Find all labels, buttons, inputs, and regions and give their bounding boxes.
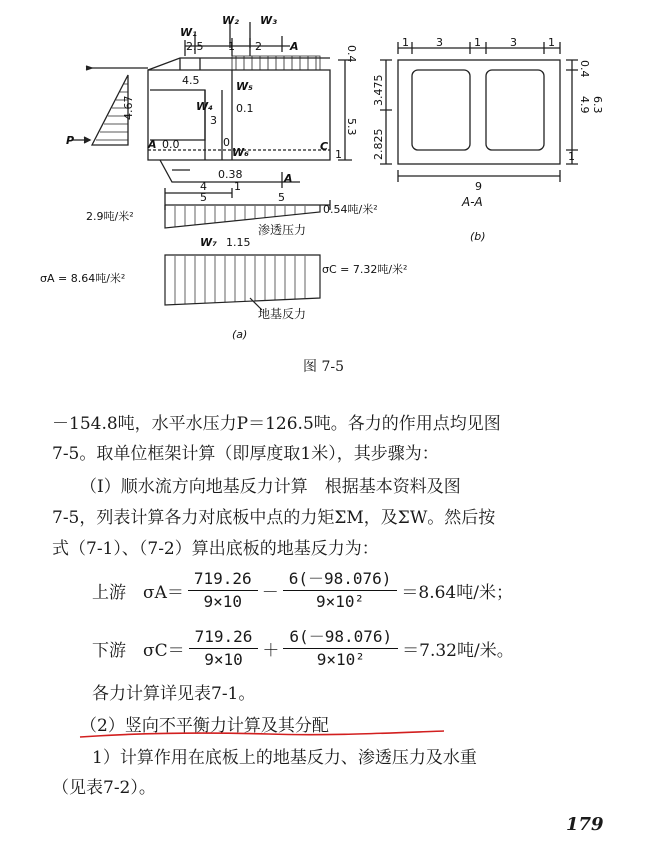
panel-b-label: (b) [470,230,486,243]
svg-text:4.67: 4.67 [122,95,135,120]
svg-text:0: 0 [223,136,230,149]
svg-text:A: A [290,40,299,53]
text-line-3: （Ⅰ）顺水流方向地基反力计算 根据基本资料及图 [80,477,461,497]
reaction-label: 地基反力 [258,307,307,321]
svg-text:0.38: 0.38 [218,168,243,181]
svg-text:9: 9 [475,180,482,193]
section-a-a [380,42,578,182]
svg-text:6.3: 6.3 [591,96,604,114]
w4-label: W₄ [196,100,213,113]
sigma-a-value: σA = 8.64吨/米² [40,272,126,285]
red-underline [78,728,448,742]
svg-text:2.825: 2.825 [372,128,385,160]
w1-label: W₁ [180,26,197,39]
reaction-diagram [165,255,320,310]
text-line-4: 7-5，列表计算各力对底板中点的力矩ΣM，及ΣW。然后按 [52,508,496,528]
svg-text:3.475: 3.475 [372,74,385,106]
text-line-6: 各力计算详见表7-1。 [92,684,256,704]
svg-text:2: 2 [255,40,262,53]
svg-text:0.4: 0.4 [578,60,591,78]
eq2-num1: 719.26 [189,626,259,649]
eq2-num2: 6(－98.076) [283,626,398,649]
svg-text:3: 3 [436,36,443,49]
svg-text:4.5: 4.5 [182,74,200,87]
svg-text:1: 1 [335,148,342,161]
text-line-8: 1）计算作用在底板上的地基反力、渗透压力及水重 [92,748,477,768]
svg-text:5: 5 [200,191,207,204]
text-line-1: －154.8吨，水平水压力P＝126.5吨。各力的作用点均见图 [52,414,501,434]
w3-label: W₃ [260,14,277,27]
w5-label: W₅ [236,80,253,93]
svg-text:0.1: 0.1 [236,102,254,115]
equation-downstream [92,626,514,671]
sigma-c-value: σC = 7.32吨/米² [322,263,408,276]
eq1-result: ＝8.64吨/米； [401,583,513,603]
w6-label: W₆ [232,146,249,159]
eq1-den1: 9×10 [203,592,243,611]
svg-text:5.3: 5.3 [345,118,358,136]
eq2-result: ＝7.32吨/米。 [402,641,514,661]
figure-caption: 图 7-5 [303,359,344,375]
eq2-label: 下游 σC＝ [92,641,185,661]
svg-text:4: 4 [200,180,207,193]
svg-text:5: 5 [278,191,285,204]
text-line-2: 7-5。取单位框架计算（即厚度取1米），其步骤为： [52,444,439,464]
svg-text:3: 3 [510,36,517,49]
page-number: 179 [566,814,604,835]
svg-text:4.9: 4.9 [578,96,591,114]
svg-text:2.5: 2.5 [186,40,204,53]
eq1-op: － [261,583,279,603]
svg-text:1: 1 [402,36,409,49]
svg-text:A: A [284,172,293,185]
text-line-5: 式（7-1）、（7-2）算出底板的地基反力为： [52,539,379,559]
svg-text:3: 3 [210,114,217,127]
svg-text:C: C [320,140,329,153]
svg-text:1: 1 [474,36,481,49]
svg-text:1: 1 [228,40,235,53]
figure-7-5 [0,0,648,350]
eq2-op: ＋ [262,641,280,661]
panel-a-label: (a) [232,328,248,341]
text-line-7: （2）竖向不平衡力计算及其分配 [80,716,329,736]
w7-label: W₇ [200,236,217,249]
eq1-num1: 719.26 [188,568,258,591]
svg-text:1: 1 [568,150,575,163]
eq2-den1: 9×10 [204,650,243,669]
svg-text:1: 1 [548,36,555,49]
eq1-label: 上游 σA＝ [92,583,184,603]
svg-text:0.0: 0.0 [162,138,180,151]
eq1-num2: 6(－98.076) [283,568,398,591]
section-label: A-A [462,195,483,209]
eq2-den2: 9×10² [316,650,365,669]
seepage-right-value: 0.54吨/米² [323,203,378,216]
seepage-left-value: 2.9吨/米² [86,210,134,223]
eq1-den2: 9×10² [315,592,365,611]
svg-text:A: A [148,138,157,151]
text-line-9: （见表7-2）。 [52,778,156,798]
svg-text:1: 1 [234,180,241,193]
svg-text:0.4: 0.4 [345,45,358,63]
w2-label: W₂ [222,14,239,27]
equation-upstream [92,568,513,613]
svg-text:1.15: 1.15 [226,236,251,249]
seepage-label: 渗透压力 [258,223,307,237]
top-slab [148,58,330,70]
svg-text:P: P [66,134,75,147]
